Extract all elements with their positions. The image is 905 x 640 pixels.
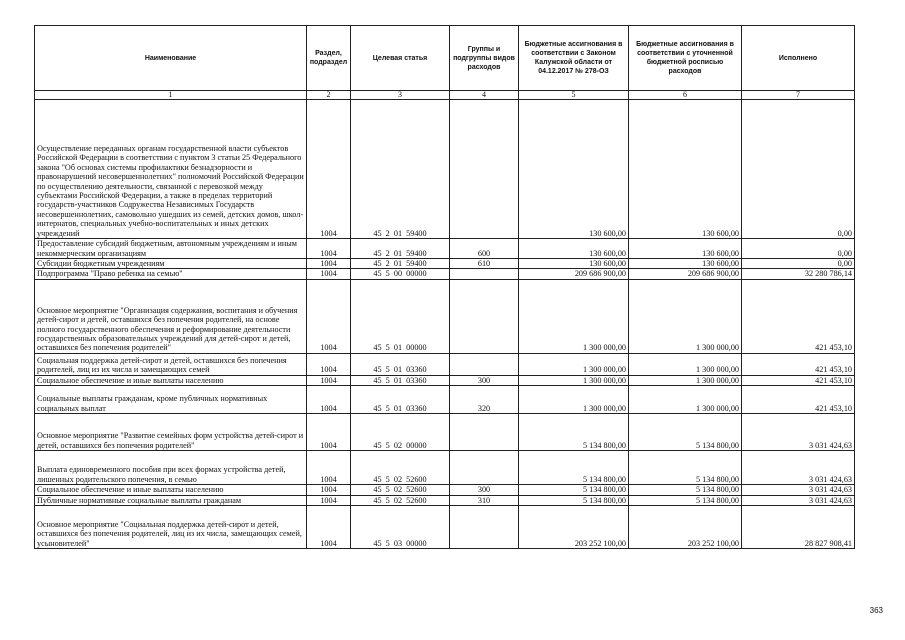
- table-row: [35, 414, 855, 451]
- row-name: Социальная поддержка детей-сирот и детей, оставшихся без попечения родителей, лиц из их числа и замещающих семей: [35, 353, 307, 375]
- row-target: 45 5 02 52600: [351, 495, 450, 505]
- row-name: Основное мероприятие "Социальная поддержка детей-сирот и детей, оставшихся без попечения родителей, лиц из их числа, замещающих семей, усыновителей": [35, 506, 307, 549]
- row-refined: 1 300 000,00: [629, 386, 742, 414]
- row-executed: 28 827 908,41: [742, 506, 855, 549]
- row-target: 45 5 02 00000: [351, 414, 450, 451]
- row-executed: 421 453,10: [742, 375, 855, 385]
- row-target: 45 2 01 59400: [351, 239, 450, 259]
- row-name: Основное мероприятие "Развитие семейных форм устройства детей-сирот и детей, оставшихся без попечения родителей": [35, 414, 307, 451]
- row-section: 1004: [307, 279, 351, 353]
- row-section: 1004: [307, 506, 351, 549]
- row-section: 1004: [307, 259, 351, 269]
- row-refined: 5 134 800,00: [629, 451, 742, 485]
- row-refined: 209 686 900,00: [629, 269, 742, 279]
- table-row: [35, 375, 855, 385]
- row-name: Основное мероприятие "Организация содержания, воспитания и обучения детей-сирот и детей, оставшихся без попечения родителей, на основе полного государственного обеспечения и реформирование деятельности государственных образовательных учреждений для детей-сирот и детей, оставшихся без попечения родителей": [35, 279, 307, 353]
- row-group: 610: [450, 259, 519, 269]
- row-section: 1004: [307, 239, 351, 259]
- row-law: 1 300 000,00: [519, 386, 629, 414]
- column-number: 7: [742, 91, 855, 100]
- row-target: 45 5 02 52600: [351, 451, 450, 485]
- row-group: [450, 451, 519, 485]
- row-refined: 130 600,00: [629, 239, 742, 259]
- column-number-row: [35, 91, 855, 100]
- row-name: Социальное обеспечение и иные выплаты населению: [35, 375, 307, 385]
- row-law: 130 600,00: [519, 100, 629, 239]
- row-group: 300: [450, 375, 519, 385]
- row-section: 1004: [307, 414, 351, 451]
- row-executed: 32 280 786,14: [742, 269, 855, 279]
- row-name: Предоставление субсидий бюджетным, автономным учреждениям и иным некоммерческим организациям: [35, 239, 307, 259]
- row-executed: 3 031 424,63: [742, 495, 855, 505]
- row-name: Подпрограмма "Право ребенка на семью": [35, 269, 307, 279]
- header-name: Наименование: [35, 26, 307, 91]
- table-row: [35, 495, 855, 505]
- column-number: 2: [307, 91, 351, 100]
- page-number: 363: [869, 606, 883, 615]
- row-refined: 1 300 000,00: [629, 353, 742, 375]
- row-law: 1 300 000,00: [519, 375, 629, 385]
- header-target: Целевая статья: [351, 26, 450, 91]
- row-executed: 421 453,10: [742, 353, 855, 375]
- table-header: [35, 26, 855, 100]
- row-section: 1004: [307, 386, 351, 414]
- row-section: 1004: [307, 495, 351, 505]
- row-law: 1 300 000,00: [519, 279, 629, 353]
- row-law: 5 134 800,00: [519, 414, 629, 451]
- table-row: [35, 386, 855, 414]
- table-row: [35, 279, 855, 353]
- row-executed: 0,00: [742, 100, 855, 239]
- row-group: 300: [450, 485, 519, 495]
- row-law: 130 600,00: [519, 239, 629, 259]
- row-law: 209 686 900,00: [519, 269, 629, 279]
- row-executed: 3 031 424,63: [742, 451, 855, 485]
- table-row: [35, 259, 855, 269]
- row-section: 1004: [307, 451, 351, 485]
- row-refined: 1 300 000,00: [629, 279, 742, 353]
- row-name: Публичные нормативные социальные выплаты гражданам: [35, 495, 307, 505]
- row-group: [450, 100, 519, 239]
- row-target: 45 5 03 00000: [351, 506, 450, 549]
- header-law-allocations: Бюджетные ассигнования в соответствии с Законом Калужской области от 04.12.2017 № 278-ОЗ: [519, 26, 629, 91]
- header-refined-allocations: Бюджетные ассигнования в соответствии с уточненной бюджетной росписью расходов: [629, 26, 742, 91]
- row-section: 1004: [307, 375, 351, 385]
- row-target: 45 5 01 03360: [351, 375, 450, 385]
- row-refined: 5 134 800,00: [629, 414, 742, 451]
- row-law: 5 134 800,00: [519, 485, 629, 495]
- row-executed: 3 031 424,63: [742, 485, 855, 495]
- row-group: 320: [450, 386, 519, 414]
- row-law: 5 134 800,00: [519, 451, 629, 485]
- table-row: [35, 451, 855, 485]
- table-row: [35, 269, 855, 279]
- row-law: 203 252 100,00: [519, 506, 629, 549]
- row-refined: 5 134 800,00: [629, 495, 742, 505]
- row-target: 45 2 01 59400: [351, 100, 450, 239]
- table-row: [35, 239, 855, 259]
- row-name: Социальные выплаты гражданам, кроме публичных нормативных социальных выплат: [35, 386, 307, 414]
- row-group: [450, 279, 519, 353]
- row-refined: 130 600,00: [629, 100, 742, 239]
- table-row: [35, 100, 855, 239]
- row-executed: 3 031 424,63: [742, 414, 855, 451]
- row-executed: 0,00: [742, 259, 855, 269]
- row-name: Осуществление переданных органам государственной власти субъектов Российской Федерации в соответствии с пунктом 3 статьи 25 Федерального закона "Об основах системы профилактики безнадзорности и правонарушений несовершеннолетних" полномочий Российской Федерации по осуществлению деятельности, связанной с перевозкой между субъектами Российской Федерации, а также в пределах территорий государств-участников Содружества Независимых Государств несовершеннолетних, самовольно ушедших из семей, детских домов, школ-интернатов, специальных учебно-воспитательных и иных детских учреждений: [35, 100, 307, 239]
- header-executed: Исполнено: [742, 26, 855, 91]
- row-target: 45 5 01 03360: [351, 386, 450, 414]
- row-executed: 421 453,10: [742, 279, 855, 353]
- table-row: [35, 485, 855, 495]
- row-law: 5 134 800,00: [519, 495, 629, 505]
- column-number: 3: [351, 91, 450, 100]
- row-target: 45 5 01 00000: [351, 279, 450, 353]
- table-row: [35, 353, 855, 375]
- budget-table: [34, 25, 855, 549]
- column-number: 6: [629, 91, 742, 100]
- row-refined: 5 134 800,00: [629, 485, 742, 495]
- row-target: 45 5 02 52600: [351, 485, 450, 495]
- row-group: [450, 269, 519, 279]
- table-row: [35, 506, 855, 549]
- header-groups: Группы и подгруппы видов расходов: [450, 26, 519, 91]
- row-name: Субсидии бюджетным учреждениям: [35, 259, 307, 269]
- column-number: 4: [450, 91, 519, 100]
- row-target: 45 5 01 03360: [351, 353, 450, 375]
- row-target: 45 2 01 59400: [351, 259, 450, 269]
- row-section: 1004: [307, 485, 351, 495]
- column-number: 1: [35, 91, 307, 100]
- table-body: [35, 100, 855, 549]
- row-refined: 130 600,00: [629, 259, 742, 269]
- row-law: 130 600,00: [519, 259, 629, 269]
- row-section: 1004: [307, 269, 351, 279]
- row-target: 45 5 00 00000: [351, 269, 450, 279]
- row-group: 600: [450, 239, 519, 259]
- row-refined: 203 252 100,00: [629, 506, 742, 549]
- row-section: 1004: [307, 100, 351, 239]
- row-name: Выплата единовременного пособия при всех формах устройства детей, лишенных родительского попечения, в семью: [35, 451, 307, 485]
- header-section: Раздел, подраздел: [307, 26, 351, 91]
- row-executed: 0,00: [742, 239, 855, 259]
- row-group: [450, 506, 519, 549]
- row-group: [450, 353, 519, 375]
- row-refined: 1 300 000,00: [629, 375, 742, 385]
- row-section: 1004: [307, 353, 351, 375]
- column-number: 5: [519, 91, 629, 100]
- row-group: 310: [450, 495, 519, 505]
- row-group: [450, 414, 519, 451]
- row-executed: 421 453,10: [742, 386, 855, 414]
- row-law: 1 300 000,00: [519, 353, 629, 375]
- row-name: Социальное обеспечение и иные выплаты населению: [35, 485, 307, 495]
